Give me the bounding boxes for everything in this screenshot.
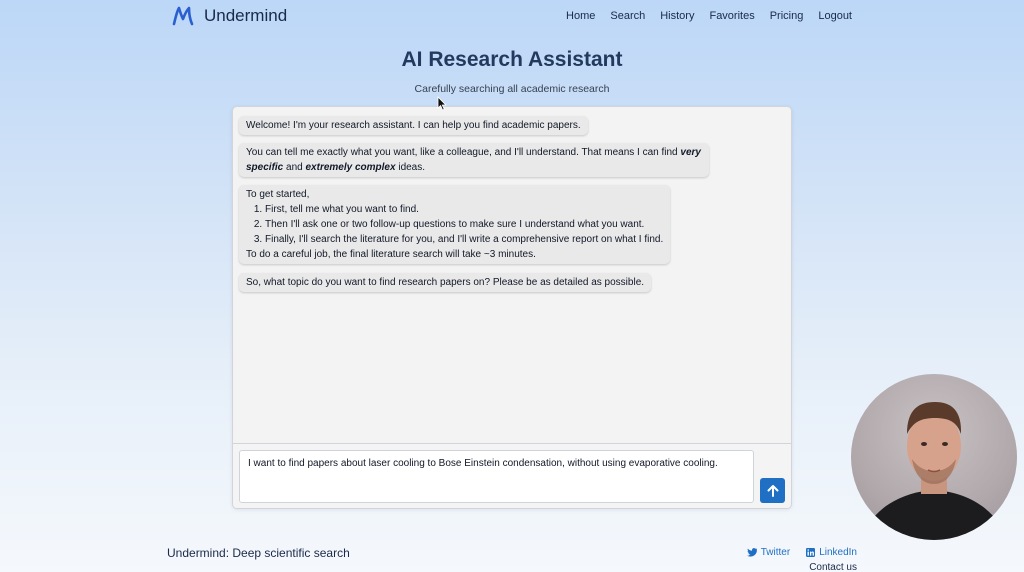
step-item: 1. First, tell me what you want to find. [265, 202, 663, 217]
mouse-cursor-icon [437, 96, 447, 111]
linkedin-link[interactable] [806, 547, 857, 558]
message-list [233, 107, 791, 443]
footer-title: Undermind: Deep scientific search [167, 546, 350, 560]
linkedin-label: LinkedIn [819, 547, 857, 558]
message-text: and [283, 162, 306, 173]
nav-home[interactable]: Home [566, 10, 596, 22]
emphasis-very-specific: very specific [246, 147, 701, 173]
chat-panel [232, 106, 792, 509]
nav-search[interactable]: Search [610, 10, 646, 22]
steps-list [246, 202, 663, 247]
assistant-message-welcome: Welcome! I'm your research assistant. I can help you find academic papers. [239, 116, 588, 135]
webcam-overlay [851, 374, 1017, 540]
message-input[interactable] [239, 450, 754, 503]
step-item: 3. Finally, I'll search the literature for you, and I'll write a comprehensive report on what I find. [265, 232, 663, 247]
page-subtitle: Carefully searching all academic research [414, 83, 610, 95]
steps-outro: To do a careful job, the final literature search will take ~3 minutes. [246, 249, 536, 260]
steps-intro: To get started, [246, 189, 310, 200]
top-nav [566, 10, 852, 22]
nav-pricing[interactable]: Pricing [769, 10, 804, 22]
assistant-message-capabilities [239, 143, 709, 177]
arrow-up-icon [766, 484, 780, 498]
emphasis-extremely-complex: extremely complex [305, 162, 396, 173]
nav-history[interactable]: History [660, 10, 695, 22]
step-item: 2. Then I'll ask one or two follow-up questions to make sure I understand what you want. [265, 217, 663, 232]
assistant-message-steps [239, 185, 670, 264]
contact-link[interactable]: Contact us [809, 562, 857, 572]
social-links [747, 547, 857, 558]
twitter-icon [747, 548, 757, 557]
linkedin-icon [806, 548, 815, 557]
undermind-logo-icon [172, 5, 196, 27]
brand-name: Undermind [204, 6, 288, 25]
nav-logout[interactable]: Logout [818, 10, 852, 22]
brand-logo[interactable] [172, 5, 287, 27]
twitter-link[interactable] [747, 547, 790, 558]
nav-favorites[interactable]: Favorites [709, 10, 755, 22]
send-button[interactable] [760, 478, 785, 503]
message-composer [233, 443, 791, 509]
page-title: AI Research Assistant [401, 48, 623, 71]
assistant-message-question: So, what topic do you want to find research papers on? Please be as detailed as possible. [239, 273, 651, 292]
message-text: ideas. [395, 162, 426, 173]
presenter-video-image [851, 374, 1017, 540]
twitter-label: Twitter [760, 547, 791, 558]
message-text: You can tell me exactly what you want, like a colleague, and I'll understand. That means I can find [246, 147, 681, 158]
